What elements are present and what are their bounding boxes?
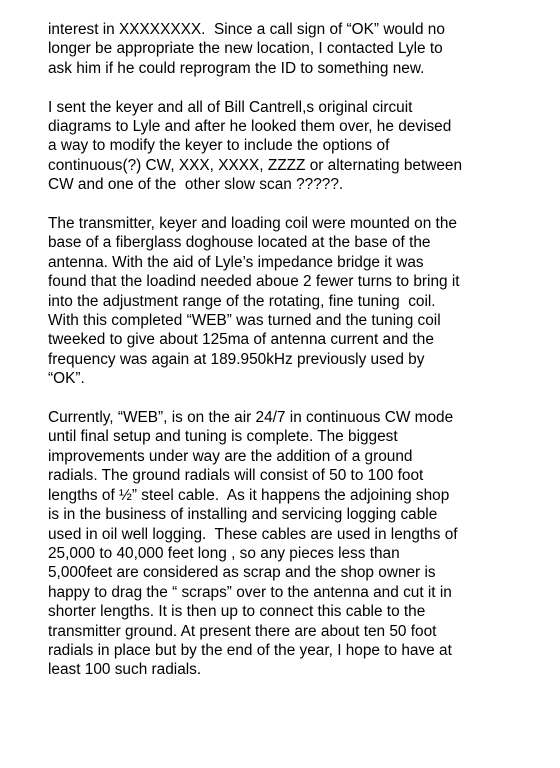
text-line: Currently, “WEB”, is on the air 24/7 in continuous CW mode [48, 409, 454, 427]
text-line: tweeked to give about 125ma of antenna current and the [48, 331, 434, 349]
text-line: radials in place but by the end of the year, I hope to have at [48, 641, 452, 659]
text-line: is in the business of installing and servicing logging cable [48, 506, 438, 524]
document-body [48, 20, 534, 699]
text-line: With this completed “WEB” was turned and the tuning coil [48, 312, 441, 330]
text-line: into the adjustment range of the rotating, fine tuning coil. [48, 292, 436, 310]
text-line: transmitter ground. At present there are about ten 50 foot [48, 622, 437, 640]
paragraph-ground-radials [48, 408, 534, 680]
text-line: improvements under way are the addition of a ground [48, 447, 413, 465]
text-line: I sent the keyer and all of Bill Cantrell,s original circuit [48, 98, 413, 116]
text-line: diagrams to Lyle and after he looked them over, he devised [48, 118, 452, 136]
text-line: shorter lengths. It is then up to connect this cable to the [48, 603, 426, 621]
text-line: found that the loadind needed aboue 2 fewer turns to bring it [48, 273, 460, 291]
text-line: continuous(?) CW, XXX, XXXX, ZZZZ or alternating between [48, 156, 463, 174]
paragraph-transmitter-setup [48, 214, 534, 389]
text-line: frequency was again at 189.950kHz previously used by [48, 350, 425, 368]
text-line: happy to drag the “ scraps” over to the antenna and cut it in [48, 583, 452, 601]
text-line: until final setup and tuning is complete. The biggest [48, 428, 398, 446]
text-line: interest in XXXXXXXX. Since a call sign of “OK” would no [48, 21, 445, 38]
text-line: lengths of ½” steel cable. As it happens the adjoining shop [48, 486, 450, 504]
text-line: a way to modify the keyer to include the options of [48, 137, 390, 155]
paragraph-callsign-request [48, 20, 534, 78]
text-line: The transmitter, keyer and loading coil were mounted on the [48, 215, 457, 233]
text-line: 25,000 to 40,000 feet long , so any pieces less than [48, 544, 400, 562]
text-line: least 100 such radials. [48, 661, 202, 679]
text-line: base of a fiberglass doghouse located at the base of the [48, 234, 431, 252]
text-line: ask him if he could reprogram the ID to something new. [48, 59, 425, 77]
text-line: longer be appropriate the new location, I contacted Lyle to [48, 40, 443, 58]
paragraph-keyer-modification [48, 98, 534, 195]
text-line: “OK”. [48, 370, 85, 388]
text-line: CW and one of the other slow scan ?????. [48, 176, 344, 194]
text-line: used in oil well logging. These cables are used in lengths of [48, 525, 458, 543]
text-line: radials. The ground radials will consist of 50 to 100 foot [48, 467, 424, 485]
text-line: 5,000feet are considered as scrap and the shop owner is [48, 564, 436, 582]
text-line: antenna. With the aid of Lyle’s impedance bridge it was [48, 253, 424, 271]
